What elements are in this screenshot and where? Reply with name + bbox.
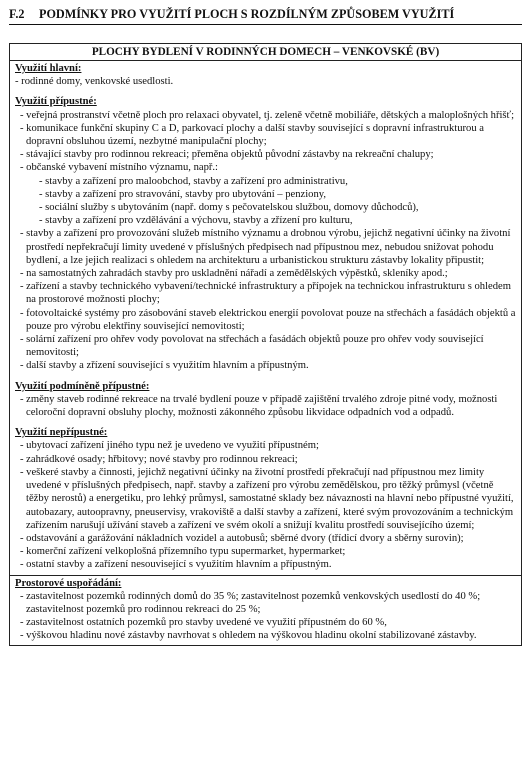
sub-list-item: - stavby a zařízení pro stravování, stavby pro ubytování – penziony, [39, 188, 327, 200]
section-label-hlavni: Využití hlavní: [15, 63, 82, 74]
list-item: - zastavitelnost pozemků rodinných domů do 35 %; zastavitelnost pozemků venkovských usedlostí do 40 %; zastavitelnost pozemků pro rodinnou rekreaci do 25 %; [20, 590, 481, 615]
list-hlavni [15, 75, 517, 88]
section-heading [9, 6, 522, 25]
list-item: - veřejná prostranství včetně ploch pro relaxaci obyvatel, tj. zeleně včetně mobiliáře, dětských a maloplošných hřišť; [20, 109, 515, 121]
list-item: - zastavitelnost ostatních pozemků pro stavby uvedené ve využití přípustném do 60 %, [20, 617, 387, 629]
list-item: - změny staveb rodinné rekreace na trvalé bydlení pouze v případě zajištění trvalého zdroje pitné vody, možnosti celoroční dopravní obsluhy plochy, možnosti zákonného způsobu likvidace odpadních vod a odpadů. [20, 393, 498, 419]
list-item: - fotovoltaické systémy pro zásobování staveb elektrickou energií povolovat pouze na střechách a fasádách objektů a pouze pro výrobu elektřiny související nemovitosti; [20, 307, 516, 332]
section-label-pripustne: Využití přípustné: [15, 96, 97, 108]
section-label-prostorove: Prostorové uspořádání: [15, 577, 122, 589]
section-number: F.2 [9, 7, 25, 21]
section-nepripustne [10, 426, 521, 571]
list-pripustne-2 [15, 227, 517, 372]
list-item: - solární zařízení pro ohřev vody povolovat na střechách a fasádách objektů pouze pro ohřev vody související nemovitosti; [20, 334, 484, 359]
section-label-nepripustne: Využití nepřípustné: [15, 427, 108, 439]
section-prostorove [10, 575, 521, 645]
list-item: - ubytovací zařízení jiného typu než je uvedeno ve využití přípustném; [20, 440, 319, 452]
list-item: - ostatní stavby a zařízení nesouvisející s využitím hlavním a přípustným. [20, 559, 332, 571]
list-item: - komunikace funkční skupiny C a D, parkovací plochy a další stavby související s dopravní infrastrukturou a dopravní obsluhou území, nezbytné manipulační plochy; [20, 122, 484, 148]
section-label-podminene: Využití podmíněně přípustné: [15, 380, 150, 392]
sub-list-item: - sociální služby s ubytováním (např. domy s pečovatelskou službou, domovy důchodců), [39, 202, 419, 214]
sub-list-item: - stavby a zařízení pro maloobchod, stavby a zařízení pro administrativu, [39, 175, 348, 187]
list-nepripustne [15, 439, 517, 571]
regulation-table [9, 43, 522, 646]
document-page [9, 6, 522, 646]
list-item: - výškovou hladinu nové zástavby navrhovat s ohledem na výškovou hladinu okolní stabilizované zástavby. [20, 630, 477, 642]
table-title: PLOCHY BYDLENÍ V RODINNÝCH DOMECH – VENKOVSKÉ (BV) [10, 44, 521, 61]
list-prostorove [15, 590, 517, 643]
list-item: - veškeré stavby a činnosti, jejichž negativní účinky na životní prostředí překračují nad přípustnou mez limity uvedené v příslušných předpisech, např. stavby a zařízení pro výrobu zemědělskou, pro těžký průmysl (včetně těžby nerostů) a energetiku, pro lehký průmysl, samostatné sklady bez návaznosti na hlavní nebo přípustné využití, autobazary, autoopravny, pneuservisy, vrakoviště a další stavby a zařízení, které svým provozováním a technickým zařízením narušují užívání staveb a zařízení ve svém okolí a snižují kvalitu prostředí souvisejícího území; [20, 466, 514, 531]
section-title: PODMÍNKY PRO VYUŽITÍ PLOCH S ROZDÍLNÝM ZPŮSOBEM VYUŽITÍ [39, 7, 455, 21]
list-pripustne-sub [15, 175, 517, 228]
section-hlavni [10, 61, 521, 88]
list-podminene [15, 393, 517, 419]
list-item: - občanské vybavení místního významu, např.: [20, 162, 218, 174]
list-item: - rodinné domy, venkovské usedlosti. [15, 76, 174, 88]
list-pripustne [15, 109, 517, 175]
section-pripustne [10, 95, 521, 372]
list-item: - zařízení a stavby technického vybavení/technické infrastruktury a přípojek na technickou infrastrukturu s ohledem na prostorové možnosti plochy; [20, 281, 511, 306]
list-item: - stávající stavby pro rodinnou rekreaci; přeměna objektů původní zástavby na rekreační chalupy; [20, 149, 434, 161]
list-item: - odstavování a garážování nákladních vozidel a autobusů; sběrné dvory (třídicí dvory a sběrny surovin); [20, 532, 464, 544]
list-item: - stavby a zařízení pro provozování služeb místního významu a drobnou výrobu, jejichž negativní účinky na životní prostředí nepřekračují limity uvedené v příslušných předpisech nad přípustnou mez, nebudou snižovat pohodu bydlení, a lze jejich realizaci s ohledem na architekturu a urbanistickou strukturu zástavby lokality připustit; [20, 228, 511, 266]
list-item: - komerční zařízení velkoplošná přízemního typu supermarket, hypermarket; [20, 546, 346, 558]
list-item: - na samostatných zahradách stavby pro uskladnění nářadí a zemědělských výpěstků, skleníky apod.; [20, 268, 448, 280]
list-item: - zahrádkové osady; hřbitovy; nové stavby pro rodinnou rekreaci; [20, 453, 298, 465]
sub-list-item: - stavby a zařízení pro vzdělávání a výchovu, stavby a zřízení pro kulturu, [39, 215, 353, 227]
section-podminene [10, 380, 521, 420]
list-item: - další stavby a zřízení související s využitím hlavním a přípustným. [20, 360, 309, 372]
